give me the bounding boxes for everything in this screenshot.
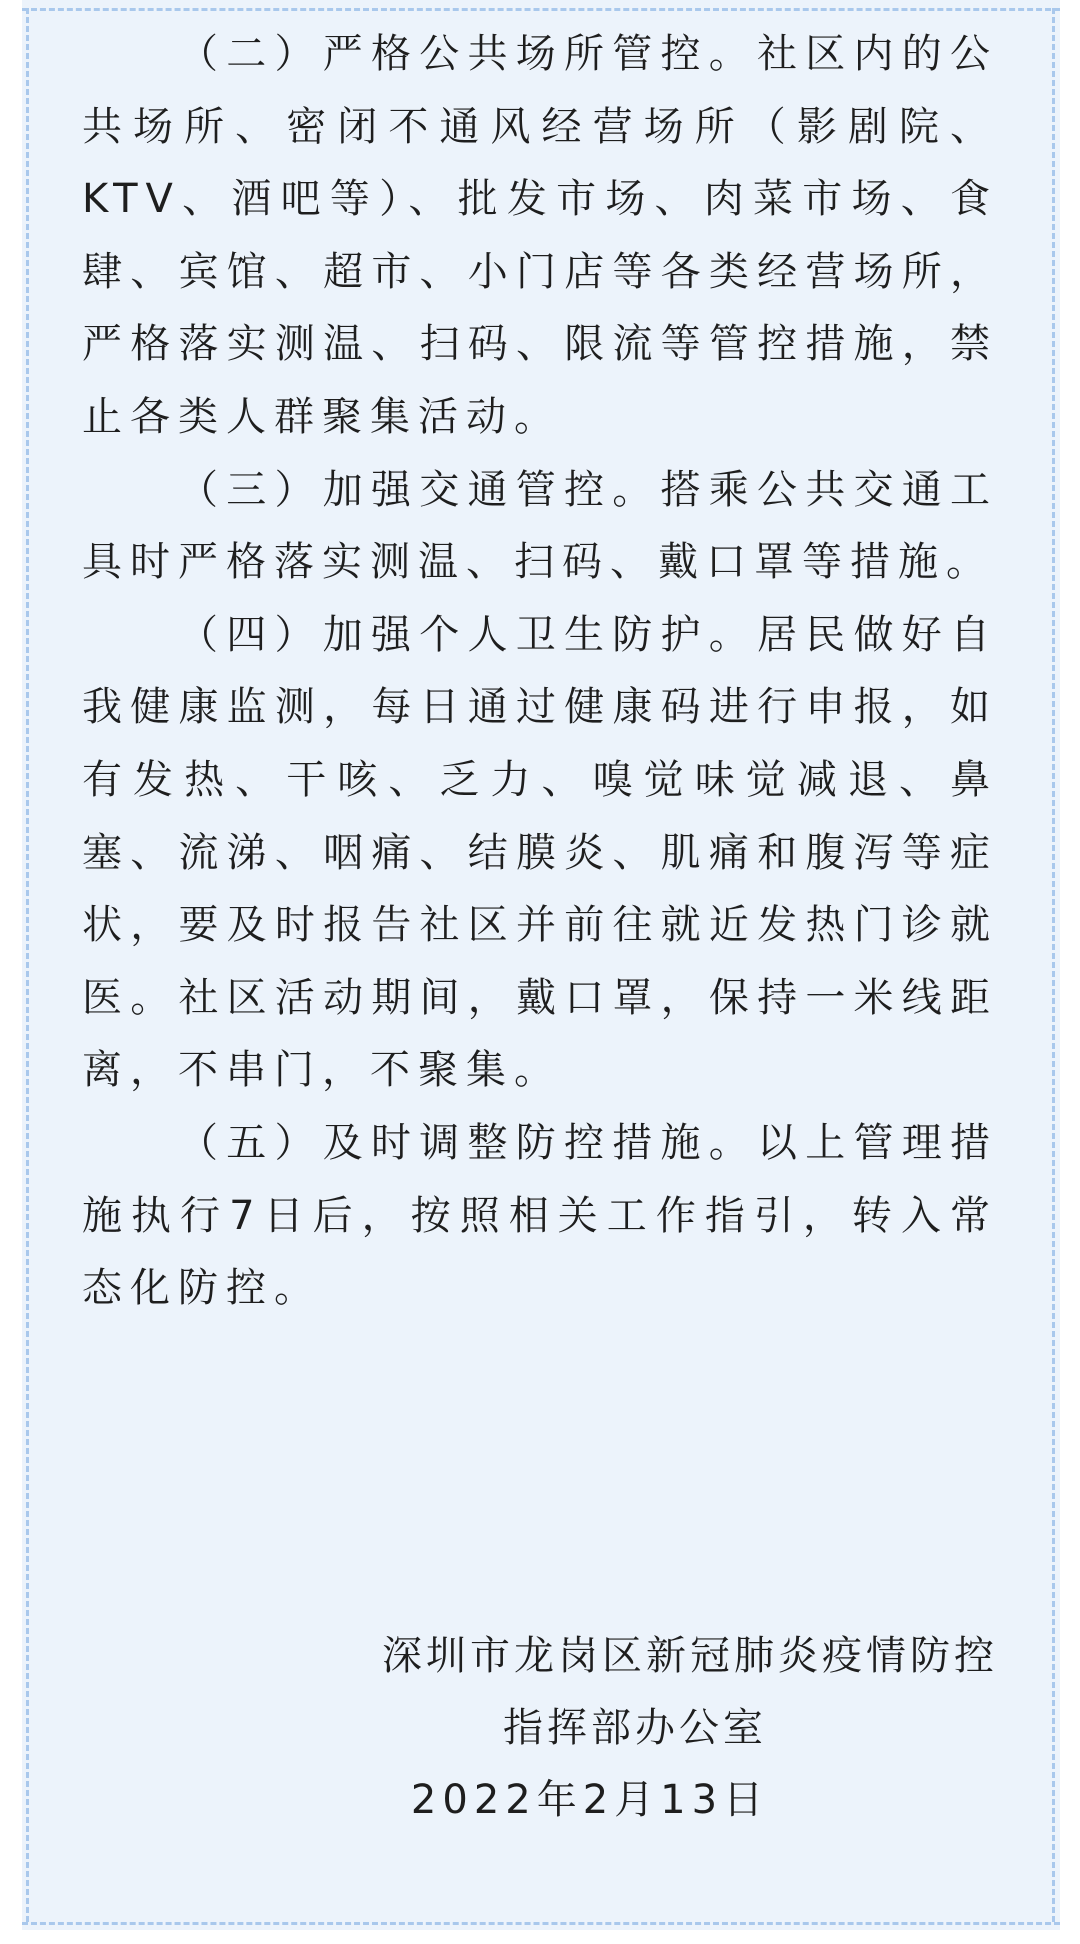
- dashed-border-bottom: [22, 1922, 1060, 1925]
- signature-office: 指挥部办公室: [503, 1705, 767, 1751]
- dashed-border-right: [1052, 8, 1055, 1922]
- signature-date: 2022年2月13日: [410, 1777, 770, 1823]
- signature-block: [82, 1620, 998, 1836]
- dashed-border-left: [26, 8, 29, 1922]
- paragraph-public-places: （二）严格公共场所管控。社区内的公共场所、密闭不通风经营场所（影剧院、KTV、酒吧等）、批发市场、肉菜市场、食肆、宾馆、超市、小门店等各类经营场所，严格落实测温、扫码、限流等管控措施，禁止各类人群聚集活动。: [82, 31, 998, 440]
- paragraph-personal-hygiene: （四）加强个人卫生防护。居民做好自我健康监测，每日通过健康码进行申报，如有发热、干咳、乏力、嗅觉味觉减退、鼻塞、流涕、咽痛、结膜炎、肌痛和腹泻等症状，要及时报告社区并前往就近发热门诊就医。社区活动期间，戴口罩，保持一米线距离，不串门，不聚集。: [82, 611, 998, 1094]
- signature-organization: 深圳市龙岗区新冠肺炎疫情防控: [382, 1633, 998, 1679]
- notice-body: [82, 18, 998, 1325]
- dashed-border-top: [22, 8, 1060, 11]
- paragraph-traffic-control: （三）加强交通管控。搭乘公共交通工具时严格落实测温、扫码、戴口罩等措施。: [82, 466, 998, 586]
- paragraph-adjust-measures: （五）及时调整防控措施。以上管理措施执行7日后，按照相关工作指引，转入常态化防控。: [82, 1119, 998, 1312]
